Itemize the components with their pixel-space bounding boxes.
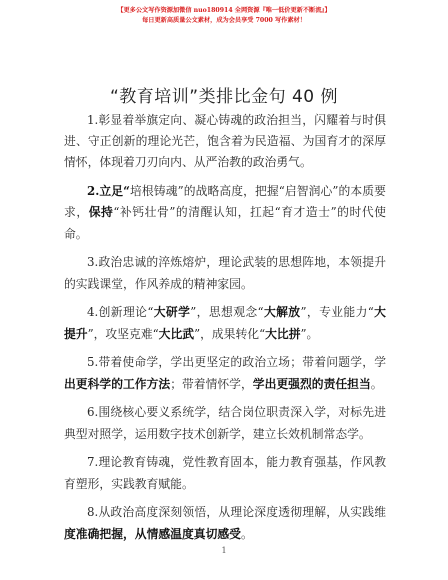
- list-item: [64, 181, 386, 245]
- text-segment: “补钙壮骨”的清醒认知，扛起“育才造士”的时代使命。: [64, 205, 386, 241]
- text-segment: ”的本质要求，: [64, 184, 386, 220]
- page-number: 1: [221, 546, 227, 555]
- text-segment: ”，思想观念“: [190, 305, 264, 320]
- bold-text: 大比武: [158, 326, 195, 341]
- bold-text: 保持: [88, 205, 114, 220]
- bold-text: 出更科学的工作方法: [64, 376, 171, 391]
- text-segment: ；带着情怀学，: [170, 376, 253, 391]
- bold-text: 大研学: [153, 305, 191, 320]
- text-segment: 5.带着使命学，学出更坚定的政治立场；带着问题学，学: [87, 355, 386, 370]
- text-segment: 7.理论教育铸魂，党性教育固本，能力教育强基，作风教育塑形，实践教育赋能。: [64, 455, 386, 491]
- text-segment: 4.创新理论“: [87, 305, 154, 320]
- text-segment: ”，攻坚克难“: [87, 326, 159, 341]
- text-segment: 培根铸魂: [129, 184, 178, 199]
- text-segment: 6.围绕核心要义系统学，结合岗位职责深入学，对标先进典型对照学，运用数字技术创新学，建立长效机制常态学。: [64, 405, 386, 441]
- bold-text: 大比拼: [265, 326, 301, 341]
- document-body: [64, 110, 386, 552]
- list-item: [64, 502, 386, 544]
- list-item: [64, 302, 386, 344]
- list-item: [64, 452, 386, 494]
- document-title: “教育培训”类排比金句 40 例: [109, 87, 339, 107]
- text-segment: 。: [370, 376, 383, 391]
- list-item: [64, 352, 386, 394]
- text-segment: ”的战略高度，把握“: [177, 184, 285, 199]
- text-segment: 8.从政治高度深刻领悟，从理论深度透彻理解，从实践维: [87, 505, 386, 520]
- list-item: [64, 252, 386, 294]
- list-item: [64, 402, 386, 444]
- header-banner: [0, 6, 448, 26]
- text-segment: 启智润心: [284, 184, 333, 199]
- bold-text: 2.立足“: [87, 184, 130, 199]
- bold-text: 学出更强烈的责任担当: [252, 376, 371, 391]
- banner-line-1: 【更多公文写作资源加微信 nuo180914 全网资源『唯一低价更新不断流』】: [117, 7, 331, 14]
- text-segment: ”，成果转化“: [194, 326, 266, 341]
- list-item: [64, 110, 386, 174]
- text-segment: 3.政治忠诚的淬炼熔炉，理论武装的思想阵地，本领提升的实践课堂，作风养成的精神家园。: [64, 255, 386, 291]
- text-segment: 。: [240, 526, 253, 541]
- bold-text: 大解放: [263, 305, 301, 320]
- bold-text: 大提升: [64, 305, 386, 341]
- text-segment: ”。: [300, 326, 319, 341]
- text-segment: ”，专业能力“: [300, 305, 374, 320]
- text-segment: 1.彰显着举旗定向、凝心铸魂的政治担当，闪耀着与时俱进、守正创新的理论光芒，饱含着为民造福、为国育才的深厚情怀，体现着刀刃向内、从严治教的政治勇气。: [64, 113, 386, 170]
- banner-line-2: 每日更新高质量公文素材，成为会员享受 7000 写作素材！: [142, 17, 306, 24]
- bold-text: 度准确把握，从情感温度真切感受: [64, 526, 241, 541]
